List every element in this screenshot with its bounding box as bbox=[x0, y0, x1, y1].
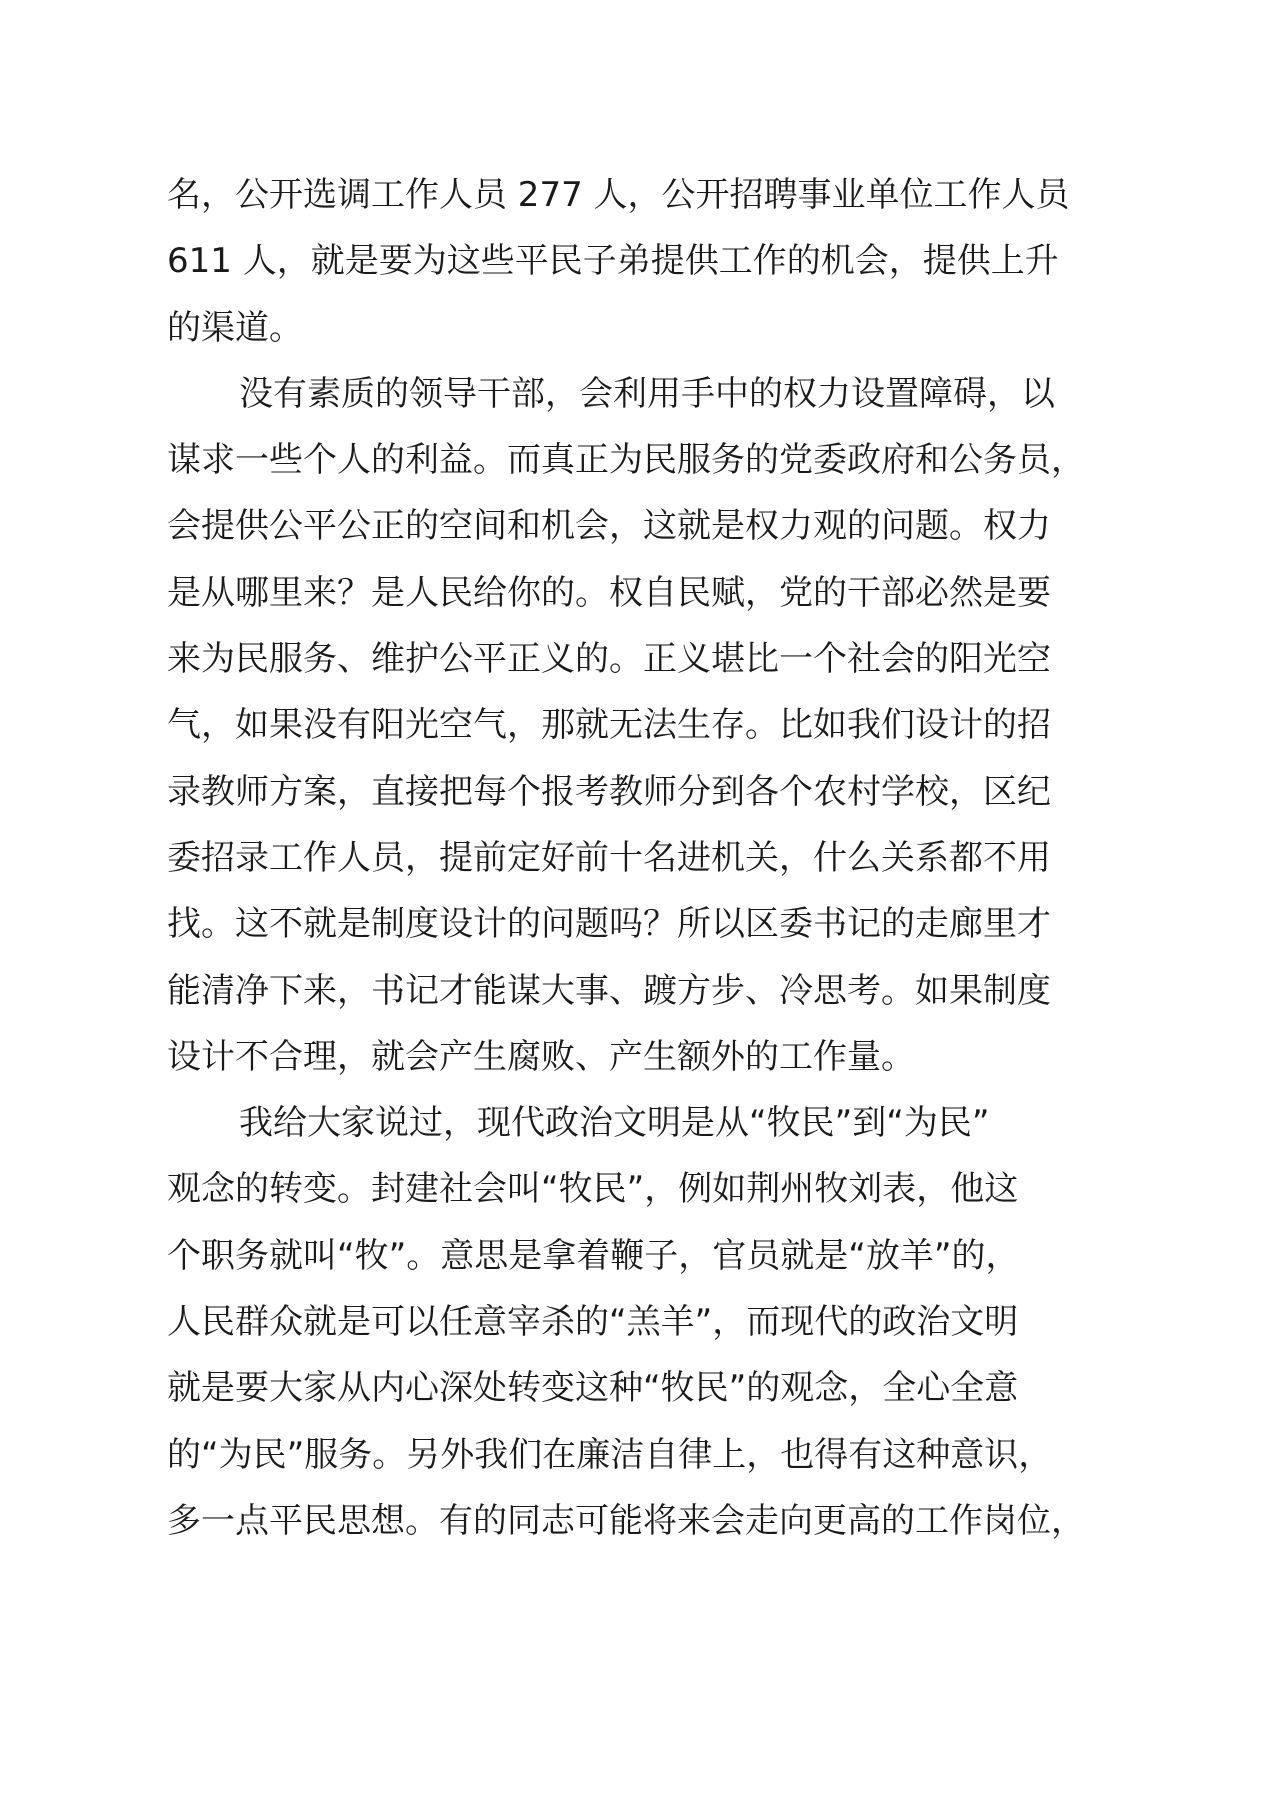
paragraph-first-line: 没有素质的领导干部，会利用手中的权力设置障碍，以 bbox=[239, 373, 1055, 414]
paragraph-first-line: 我给大家说过，现代政治文明是从“牧民”到“为民” bbox=[239, 1103, 990, 1144]
text-line: 会提供公平公正的空间和机会，这就是权力观的问题。权力 bbox=[167, 506, 1051, 547]
text-line: 名，公开选调工作人员 277 人，公开招聘事业单位工作人员 bbox=[167, 175, 1070, 215]
text-line: 能清净下来，书记才能谋大事、踱方步、冷思考。如果制度 bbox=[167, 970, 1051, 1011]
text-line: 观念的转变。封建社会叫“牧民”，例如荆州牧刘表，他这 bbox=[167, 1169, 1019, 1210]
text-line: 就是要大家从内心深处转变这种“牧民”的观念，全心全意 bbox=[167, 1368, 1019, 1409]
text-line: 的“为民”服务。另外我们在廉洁自律上，也得有这种意识， bbox=[167, 1434, 1053, 1475]
text-line: 设计不合理，就会产生腐败、产生额外的工作量。 bbox=[167, 1036, 915, 1077]
text-line: 个职务就叫“牧”。意思是拿着鞭子，官员就是“放羊”的， bbox=[167, 1235, 1020, 1276]
text-line: 气，如果没有阳光空气，那就无法生存。比如我们设计的招 bbox=[167, 705, 1051, 746]
text-line: 找。这不就是制度设计的问题吗？所以区委书记的走廊里才 bbox=[167, 904, 1051, 945]
text-line: 多一点平民思想。有的同志可能将来会走向更高的工作岗位， bbox=[167, 1500, 1085, 1541]
text-line: 的渠道。 bbox=[167, 307, 303, 348]
text-line: 611 人，就是要为这些平民子弟提供工作的机会，提供上升 bbox=[167, 241, 1059, 282]
text-line: 谋求一些个人的利益。而真正为民服务的党委政府和公务员， bbox=[167, 440, 1085, 481]
text-line: 是从哪里来？是人民给你的。权自民赋，党的干部必然是要 bbox=[167, 572, 1051, 613]
text-line: 来为民服务、维护公平正义的。正义堪比一个社会的阳光空 bbox=[167, 639, 1051, 680]
text-line: 录教师方案，直接把每个报考教师分到各个农村学校，区纪 bbox=[167, 771, 1051, 812]
body-text bbox=[167, 162, 1129, 1554]
text-line: 委招录工作人员，提前定好前十名进机关，什么关系都不用 bbox=[167, 837, 1051, 878]
text-line: 人民群众就是可以任意宰杀的“羔羊”，而现代的政治文明 bbox=[167, 1302, 1019, 1343]
